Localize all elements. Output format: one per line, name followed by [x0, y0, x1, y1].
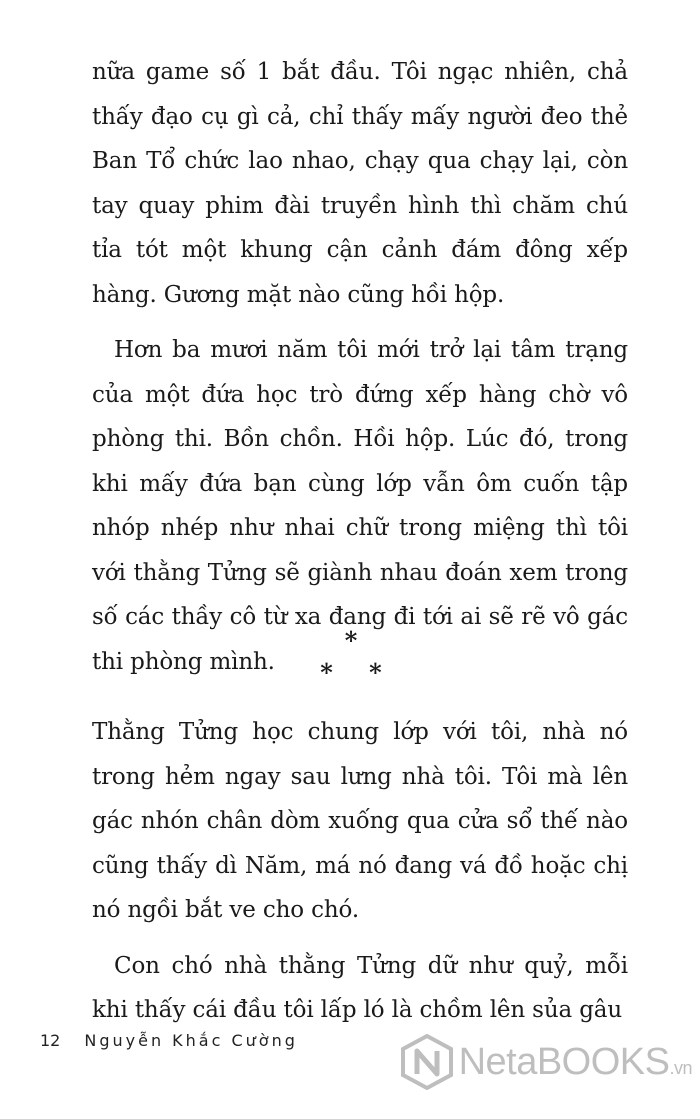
- paragraph-continued: nữa game số 1 bắt đầu. Tôi ngạc nhiên, chả thấy đạo cụ gì cả, chỉ thấy mấy người đeo thẻ Ban Tổ chức lao nhao, chạy qua chạy lại, còn tay quay phim đài truyền hình thì chăm chú tỉa tót một khung cận cảnh đám đông xếp hàng. Gương mặt nào cũng hồi hộp.: [92, 59, 628, 308]
- watermark-brand: NetaBOOKS: [458, 1040, 670, 1083]
- page-number: 12: [40, 1031, 61, 1050]
- netabooks-logo-icon: [401, 1034, 453, 1090]
- paragraph: Thằng Tửng học chung lớp với tôi, nhà nó trong hẻm ngay sau lưng nhà tôi. Tôi mà lên gác nhón chân dòm xuống qua cửa sổ thế nào cũng thấy dì Năm, má nó đang vá đồ hoặc chị nó ngồi bắt ve cho chó.: [92, 719, 628, 923]
- body-text-top: [92, 50, 628, 684]
- body-text-bottom: [92, 710, 628, 1033]
- scene-break-bottom: * *: [320, 658, 396, 687]
- watermark-text: [459, 1041, 692, 1084]
- watermark-suffix: .vn: [669, 1057, 692, 1078]
- watermark: [401, 1034, 692, 1090]
- page-footer: [40, 1031, 298, 1050]
- paragraph: Con chó nhà thằng Tửng dữ như quỷ, mỗi khi thấy cái đầu tôi lấp ló là chồm lên sủa gâu: [92, 952, 628, 1023]
- author-name: Nguyễn Khắc Cường: [84, 1031, 298, 1050]
- scene-break-top: *: [344, 626, 372, 655]
- paragraph: Hơn ba mươi năm tôi mới trở lại tâm trạng của một đứa học trò đứng xếp hàng chờ vô phòng thi. Bồn chồn. Hồi hộp. Lúc đó, trong khi mấy đứa bạn cùng lớp vẫn ôm cuốn tập nhóp nhép như nhai chữ trong miệng thì tôi với thằng Tửng sẽ giành nhau đoán xem trong số các thầy cô từ xa đang đi tới ai sẽ rẽ vô gác thi phòng mình.: [92, 337, 628, 675]
